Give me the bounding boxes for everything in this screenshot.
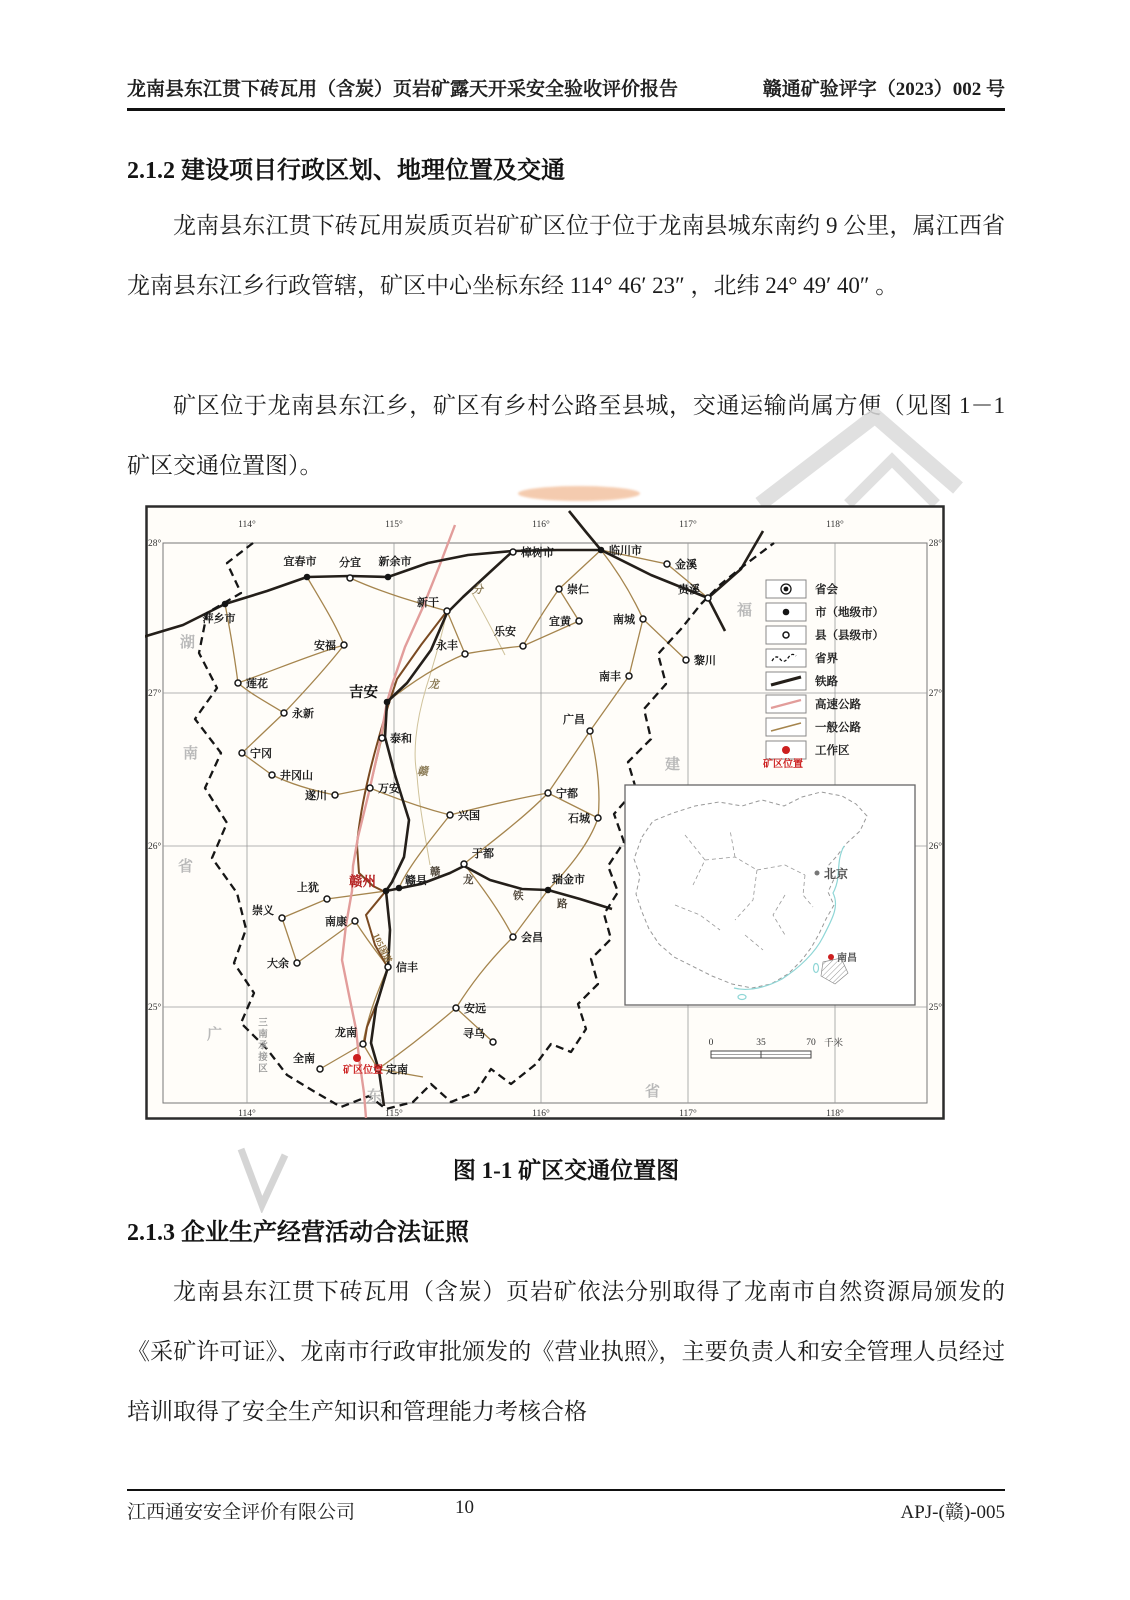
svg-text:赣县: 赣县 xyxy=(405,875,427,887)
footer-rule xyxy=(127,1489,1005,1491)
paragraph-transport: 矿区位于龙南县东江乡，矿区有乡村公路至县城，交通运输尚属方便（见图 1－1 矿区交通位置图）。 xyxy=(127,393,1005,478)
svg-text:遂川: 遂川 xyxy=(305,790,327,802)
scale-35: 35 xyxy=(756,1038,766,1048)
svg-text:新余市: 新余市 xyxy=(378,556,412,568)
svg-text:井冈山: 井冈山 xyxy=(280,770,313,782)
svg-text:万安: 万安 xyxy=(378,783,400,795)
svg-text:南: 南 xyxy=(183,746,199,762)
section-heading-2-1-3: 2.1.3 企业生产经营活动合法证照 xyxy=(127,1220,469,1246)
svg-text:矿区位置: 矿区位置 xyxy=(763,759,803,770)
svg-text:南康: 南康 xyxy=(325,916,347,928)
svg-text:上犹: 上犹 xyxy=(297,882,319,894)
svg-text:湖: 湖 xyxy=(180,635,196,651)
svg-text:黎川: 黎川 xyxy=(694,655,716,667)
svg-text:东: 东 xyxy=(367,1089,383,1105)
svg-text:宁都: 宁都 xyxy=(556,788,578,800)
svg-text:大余: 大余 xyxy=(267,958,289,970)
paragraph-licenses: 龙南县东江贯下砖瓦用（含炭）页岩矿依法分别取得了龙南市自然资源局颁发的《采矿许可证》、龙南市行政审批颁发的《营业执照》，主要负责人和安全管理人员经过培训取得了安全生产知识和管理能力考核合格 xyxy=(127,1279,1005,1424)
scale-unit: 千米 xyxy=(824,1039,844,1049)
svg-text:兴国: 兴国 xyxy=(458,810,480,822)
svg-text:崇仁: 崇仁 xyxy=(567,584,589,596)
svg-text:一般公路: 一般公路 xyxy=(815,722,861,734)
svg-text:安远: 安远 xyxy=(464,1003,486,1015)
scale-70: 70 xyxy=(806,1038,816,1048)
svg-text:瑞金市: 瑞金市 xyxy=(552,874,585,886)
inset-nanchang-dot xyxy=(828,954,834,960)
svg-text:龙南: 龙南 xyxy=(335,1027,357,1039)
svg-text:118°: 118° xyxy=(826,520,844,530)
svg-text:省: 省 xyxy=(178,859,194,875)
svg-text:27°: 27° xyxy=(928,689,942,699)
svg-text:永新: 永新 xyxy=(292,708,314,720)
svg-text:115°: 115° xyxy=(385,520,403,530)
svg-text:崇义: 崇义 xyxy=(252,905,274,917)
svg-text:分宜: 分宜 xyxy=(339,557,361,569)
footer-doc-code: APJ-(赣)-005 xyxy=(900,1502,1005,1523)
svg-text:28°: 28° xyxy=(928,539,942,549)
svg-text:金溪: 金溪 xyxy=(675,559,697,571)
footer-page-number: 10 xyxy=(455,1497,474,1518)
svg-text:于都: 于都 xyxy=(472,848,494,860)
svg-text:工作区: 工作区 xyxy=(815,745,850,757)
svg-text:宜黄: 宜黄 xyxy=(549,616,571,628)
svg-text:高速公路: 高速公路 xyxy=(815,699,861,711)
svg-text:南丰: 南丰 xyxy=(599,671,621,683)
svg-text:矿区位置: 矿区位置 xyxy=(343,1065,383,1076)
svg-text:赣: 赣 xyxy=(417,766,428,778)
svg-text:25°: 25° xyxy=(928,1003,942,1013)
svg-text:三南承接区: 三南承接区 xyxy=(256,1017,266,1075)
svg-text:广昌: 广昌 xyxy=(563,714,585,726)
svg-text:28°: 28° xyxy=(148,539,162,549)
svg-text:省: 省 xyxy=(645,1084,661,1100)
svg-text:龙: 龙 xyxy=(463,875,474,886)
header-doc-number: 赣通矿验评字（2023）002 号 xyxy=(762,79,1005,100)
svg-text:25°: 25° xyxy=(148,1003,162,1013)
inset-beijing-label: 北京 xyxy=(824,867,849,881)
svg-text:分: 分 xyxy=(472,584,483,596)
header-rule xyxy=(127,108,1005,111)
svg-text:114°: 114° xyxy=(238,1109,256,1119)
svg-text:省界: 省界 xyxy=(815,653,838,665)
svg-text:贵溪: 贵溪 xyxy=(678,584,700,596)
svg-text:寻乌: 寻乌 xyxy=(463,1028,485,1040)
svg-text:南城: 南城 xyxy=(613,614,635,626)
footer-company: 江西通安安全评价有限公司 xyxy=(127,1502,356,1523)
page-header xyxy=(127,74,1005,101)
scale-0: 0 xyxy=(708,1038,714,1048)
svg-text:泰和: 泰和 xyxy=(390,733,412,745)
svg-text:宁冈: 宁冈 xyxy=(250,748,272,760)
svg-text:26°: 26° xyxy=(148,842,162,852)
svg-text:118°: 118° xyxy=(826,1109,844,1119)
svg-text:县（县级市）: 县（县级市） xyxy=(815,630,884,642)
svg-text:铁路: 铁路 xyxy=(815,676,838,688)
svg-text:26°: 26° xyxy=(928,842,942,852)
svg-text:信丰: 信丰 xyxy=(396,962,418,974)
inset-nanchang-label: 南昌 xyxy=(837,953,857,964)
svg-text:115°: 115° xyxy=(385,1109,403,1119)
svg-text:赣: 赣 xyxy=(430,867,441,878)
svg-text:市（地级市）: 市（地级市） xyxy=(815,607,884,619)
svg-text:新干: 新干 xyxy=(417,597,439,609)
figure-traffic-map xyxy=(145,505,945,1120)
svg-text:赣州: 赣州 xyxy=(349,874,376,889)
svg-text:105国道: 105国道 xyxy=(371,931,394,965)
figure-caption: 图 1-1 矿区交通位置图 xyxy=(452,1158,680,1183)
svg-text:宜春市: 宜春市 xyxy=(283,556,317,568)
svg-text:铁: 铁 xyxy=(513,891,524,902)
svg-text:116°: 116° xyxy=(532,1109,550,1119)
svg-text:福: 福 xyxy=(737,603,753,619)
svg-text:省会: 省会 xyxy=(815,584,838,596)
svg-text:萍乡市: 萍乡市 xyxy=(202,613,236,625)
svg-text:117°: 117° xyxy=(679,1109,697,1119)
inset-beijing-dot xyxy=(815,871,820,876)
svg-text:定南: 定南 xyxy=(386,1064,408,1076)
svg-text:建: 建 xyxy=(665,757,681,773)
svg-text:安福: 安福 xyxy=(314,640,336,652)
svg-text:会昌: 会昌 xyxy=(521,932,543,944)
section-heading-2-1-2: 2.1.2 建设项目行政区划、地理位置及交通 xyxy=(127,158,565,184)
header-report-title: 龙南县东江贯下砖瓦用（含炭）页岩矿露天开采安全验收评价报告 xyxy=(127,79,679,100)
paragraph-location: 龙南县东江贯下砖瓦用炭质页岩矿矿区位于位于龙南县城东南约 9 公里，属江西省龙南县东江乡行政管辖，矿区中心坐标东经 114° 46′ 23″ ，北纬 24° 49′ 40″ 。 xyxy=(127,213,1005,298)
svg-text:临川市: 临川市 xyxy=(609,545,642,557)
svg-text:龙: 龙 xyxy=(428,679,439,691)
svg-text:广: 广 xyxy=(207,1027,223,1043)
svg-text:全南: 全南 xyxy=(293,1053,315,1065)
svg-text:27°: 27° xyxy=(148,689,162,699)
svg-text:永丰: 永丰 xyxy=(436,640,458,652)
svg-text:117°: 117° xyxy=(679,520,697,530)
svg-text:116°: 116° xyxy=(532,520,550,530)
svg-text:114°: 114° xyxy=(238,520,256,530)
svg-text:吉安: 吉安 xyxy=(349,685,378,701)
svg-text:石城: 石城 xyxy=(568,813,590,825)
svg-text:乐安: 乐安 xyxy=(494,626,516,638)
svg-text:路: 路 xyxy=(557,899,568,910)
svg-text:莲花: 莲花 xyxy=(246,678,268,690)
svg-text:樟树市: 樟树市 xyxy=(521,547,554,559)
